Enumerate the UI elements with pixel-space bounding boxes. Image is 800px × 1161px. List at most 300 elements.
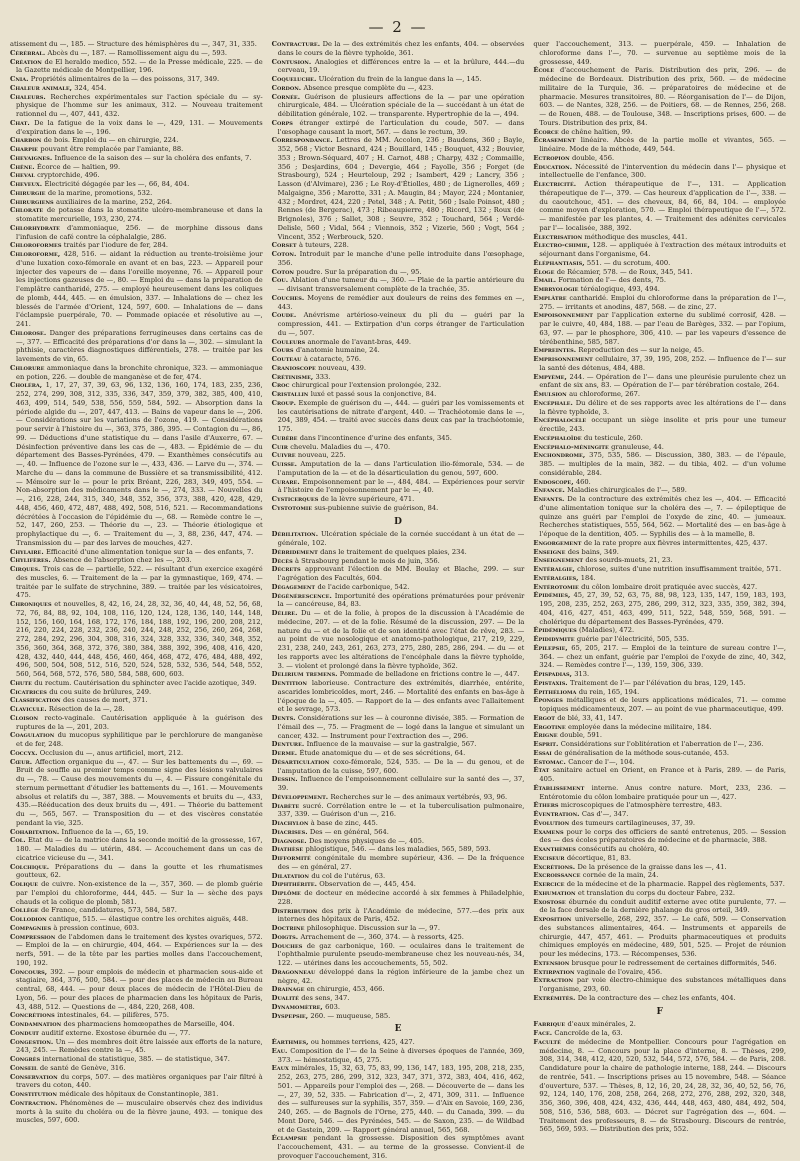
entry-headword: Eaux [271, 1064, 292, 1073]
index-entry [533, 163, 786, 181]
section-letter: D [394, 516, 402, 527]
entry-headword: Cuir [271, 442, 291, 451]
entry-headword: Excrétions. [533, 862, 578, 871]
index-entry [10, 880, 263, 906]
entry-headword: Estomac. [533, 757, 569, 766]
index-entry [533, 556, 786, 565]
entry-headword: Cœur. [10, 757, 36, 766]
entry-text: laborieuse. Contracture des extrémités, diarrhée, entérite, ascarides lombricoïdes, mort, 246. — Mortalité des enfants en bas-âge à l'époque de la —, 405. — Rapport de la — des enfants avec l'allaitement et le sevrage, 573. [277, 679, 525, 714]
entry-headword: Congestion. [10, 1037, 56, 1046]
index-entry [533, 626, 786, 635]
entry-headword: Chaleurs. [10, 92, 51, 101]
entry-headword: Enseignement [533, 556, 586, 565]
entry-text: employée dans la médecine militaire, 184. [568, 722, 712, 731]
entry-headword: Cuivre [271, 451, 298, 460]
entry-headword: Difformité [271, 854, 315, 862]
entry-text: Pommade de belladone en frictions contre le —, 447. [339, 670, 520, 679]
entry-headword: Épilepsie, [533, 643, 572, 652]
index-entry [533, 154, 786, 163]
section-letter: F [656, 1006, 663, 1017]
entry-headword: Collège [10, 906, 41, 915]
entry-headword: Éducation. [533, 162, 576, 171]
entry-text: 260. — muqueuse, 585. [310, 1011, 391, 1020]
entry-text: pendant la grossesse. Disposition des symptômes avant l'accouchement, 431. — au terme de la grossesse. Convient-il de provoquer l'accouchement, 316. [277, 1134, 525, 1160]
entry-headword: Encéphale. [533, 398, 576, 407]
index-entry [272, 58, 525, 76]
index-entry [533, 758, 786, 767]
entry-headword: Coagulation [10, 731, 58, 740]
entry-headword: Écrasement [533, 136, 581, 145]
entry-text: du col de l'utérus, 63. [311, 871, 386, 880]
index-entry [272, 311, 525, 337]
entry-headword: Enseigne [533, 547, 568, 556]
index-entry [533, 66, 786, 127]
index-entry [272, 889, 525, 907]
entry-text: décortique, 81, 83. [566, 853, 632, 862]
index-entry [533, 880, 786, 889]
index-entry [272, 802, 525, 820]
index-entry [533, 819, 786, 828]
index-entry [533, 591, 786, 626]
index-entry [272, 924, 525, 933]
entry-headword: Congrès [10, 1055, 43, 1063]
index-entry [272, 740, 525, 749]
entry-headword: Exhumation [533, 888, 578, 897]
index-entry [10, 548, 263, 557]
entry-text: Guérison de plusieurs affections de la — par une opération chirurgicale, 484. — Ulcération spéciale de la — succédant à un état de débilitation générale, 102. — transparente. Hypertrophie de la —, 494. [277, 92, 525, 118]
index-entry [272, 478, 525, 496]
index-entry [533, 810, 786, 819]
entry-headword: Établissement [533, 783, 592, 792]
entry-headword: Engorgement [533, 538, 584, 547]
index-entry [10, 1064, 263, 1073]
entry-headword: Doigts. [271, 932, 301, 941]
entry-headword: Empyème, [533, 372, 570, 381]
index-entry [10, 600, 263, 679]
entry-text: De la fatigue de la voix dans le —, 429, 131. — Mouvements d'expiration dans le —, 196. [16, 118, 263, 136]
entry-text: coxo-fémorale, 524, 535. — De la — du genou, et de l'amputation de la cuisse, 597, 600. [277, 757, 525, 775]
entry-headword: Encéphalocèle [533, 416, 592, 425]
entry-text: ou hommes terriens, 425, 427. [310, 1038, 415, 1046]
index-entry [272, 1064, 525, 1134]
index-entry [10, 933, 263, 968]
index-entry [272, 679, 525, 714]
entry-text: Absence presque complète du —, 423. [303, 83, 434, 92]
entry-text: développé dans la région inférieure de la jambe chez un nègre, 42. [277, 967, 525, 985]
entry-text: Influence de la mauvaise — sur la gastralgie, 567. [306, 740, 477, 749]
entry-text: De la contracture des extrémités chez les —, 404. — Efficacité d'une alimentation tonique sur la choléra des —, 7. — épileptique de quinze ans guéri par l'emploi de l'oxyde de zinc, 40. — jumeaux. Recherches statistiques, 555, 564, 562. — Mortalité des — en bas-âge à l'époque de la dentition, 405. — Syphilis des — à la mamelle, 8. [539, 495, 787, 538]
entry-text: du cou suite de brûlures, 249. [49, 687, 152, 696]
index-entry [533, 583, 786, 592]
entry-headword: Dualité [271, 994, 302, 1002]
entry-text: minérales, 15, 32, 63, 75, 83, 99, 136, 147, 183, 195, 208, 218, 235, 252, 263, 275, 286, 299, 312, 323, 347, 371, 372, 383, 404, 416, 462, 501. — Appareils pour l'emploi des —, 268. — Découverte de — dans les —, 27, 39, 52, 335. — Fabrication d'—, 2, 471, 309, 311. — Influence des — sulfureuses sur la syphilis, 357, 359. — d'Aix en Savoie, 169, 236, 240, 265. — de Bagnols de l'Orne, 275, 440. — du Canada, 399. — du Mont Dore, 546. — des Pyrénées, 545. — de Saxon, 235. — de Wildbad et de Gastein, 209. — Rapport général annuel, 565, 568. [277, 1064, 525, 1134]
index-entry [10, 688, 263, 697]
index-entry [272, 819, 525, 828]
entry-headword: Curare. [271, 477, 303, 486]
index-entry [272, 907, 525, 925]
entry-headword: Compagnies [10, 923, 54, 932]
index-entry [10, 915, 263, 924]
index-entry [533, 994, 786, 1003]
entry-text: Exemple de guérison du —, 444. — guéri par les vomissements et les cautérisations de nitrate d'argent, 440. — Trachéotomie dans le —, 204, 389, 454. — traité avec succès dans deux cas par la trachéotomie, 175. [277, 398, 525, 433]
entry-headword: Colique [10, 880, 42, 888]
entry-text: Cas d'—, 347. [581, 810, 629, 818]
entry-text: Influence de l'empoisonnement cellulaire sur la santé des —, 37, 39. [277, 775, 525, 792]
index-entry [533, 434, 786, 443]
entry-headword: École [533, 66, 561, 75]
index-entry [272, 837, 525, 846]
entry-headword: Dynamomètre, [271, 1002, 326, 1011]
entry-headword: Coccyx. [10, 748, 40, 757]
entry-text: de cuivre. Non-existence de la —, 357, 360. — de plomb guérie par l'emploi du chloroforme, 444, 445. — Sur la — sèche des pays chauds et la colique de plomb, 581. [16, 880, 263, 906]
entry-headword: Cordon. [271, 83, 304, 92]
index-entry [10, 154, 263, 163]
index-entry [533, 740, 786, 749]
entry-headword: Décrets [271, 565, 305, 574]
entry-headword: Couteau [271, 355, 304, 363]
entry-text: chevelu. Maladies du —, 470. [290, 442, 391, 451]
entry-text: vaginale de l'ovaire, 456. [576, 967, 663, 976]
index-entry [10, 84, 263, 93]
entry-headword: Cohabitation. [10, 827, 62, 836]
entry-text: 428, 516. — aidant la réduction au trente-troisième jour d'une luxation coxo-fémorale en avant et en bas, 223. — Appareil pour injecter des vapeurs de — dans l'oreille moyenne, 76. — Appareil pour les injections gazeuses de —, 80. — Emploi du — dans la préparation de l'emplâtre cantharidé, 275. — employé heureusement dans les coliques de plomb, 444, 445. — en émulsion, 337. — Inhalations de — chez les blessés de l'armée d'Orient, 124, 597, 600. — Inhalations de — dans l'éclampsie puerpérale, 70. — Pommade opiacée et résolutive au —, 241. [16, 250, 263, 328]
index-columns [10, 40, 787, 1160]
index-entry [272, 548, 525, 557]
entry-headword: Enchondrome, [533, 451, 590, 460]
entry-text: 244. — Opération de l'— dans une pleurésie purulente chez un enfant de six ans, 83. — Opération de l'— par térébration costale, 264. [539, 372, 786, 390]
entry-headword: Émail. [533, 276, 559, 285]
entry-text: (Maladies), 472. [579, 626, 635, 635]
entry-text: 45, 27, 39, 52, 63, 75, 88, 98, 123, 135, 147, 159, 183, 193, 195, 208, 235, 252, 263, 275, 286, 299, 312, 323, 335, 359, 382, 394, 404, 416, 427, 451, 463, 499, 511, 522, 548, 559, 568, 591. — cholérique du département des Basses-Pyrénées, 479. [539, 591, 787, 626]
index-entry [272, 250, 525, 268]
entry-text: des sens, 347. [301, 994, 350, 1002]
entry-headword: Classification [10, 696, 63, 705]
index-entry [533, 854, 786, 863]
index-entry [272, 294, 525, 312]
entry-text: Propriétés alimentaires de la — des poissons, 317, 349. [30, 75, 220, 83]
entry-text: 375, 535, 586. — Discussion, 380, 383. — de l'épaule, 385. — multiples de la main, 382. — du tibia, 402. — d'un volume considérable, 284. [539, 451, 787, 477]
entry-headword: Éléphantiasis, [533, 258, 587, 267]
entry-text: des prix à l'Académie de médecine, 577.—des prix aux internes des hôpitaux de Paris, 452. [277, 906, 525, 924]
index-entry [533, 311, 786, 346]
entry-text: 333. [315, 372, 331, 381]
entry-headword: Cirques. [10, 565, 43, 573]
index-entry [533, 1038, 786, 1134]
entry-headword: Faculté [533, 1037, 566, 1046]
index-entry [272, 749, 525, 758]
entry-text: Affection organique du —, 47. — Sur les battements du —, 69. — Bruit de souffle au premier temps comme signe des lésions valvulaires du —, 78. — Cause des mouvements du —, 4. — Fissure congénitale du sternum permettant d'étudier les battements du —, 161. — Mouvements absolus et relatifs du —, 387, 388. — Mouvements et bruits du —, 433, 435.—Rééducation des deux bruits du —, 491. — Théorie du battement du —, 565, 567. — Transposition du — et des viscères constatée pendant la vie, 325. [16, 757, 263, 827]
index-entry [272, 136, 525, 241]
index-entry [533, 180, 786, 233]
index-entry [10, 171, 263, 180]
entry-text: cantique, 515. — élastique contre les orchites aiguës, 448. [49, 915, 249, 923]
index-entry [533, 731, 786, 740]
entry-text: Du délire et de ses rapports avec les altérations de l'— dans la fièvre typhoïde, 3. [539, 398, 787, 416]
entry-text: téréalogique, 493, 494. [580, 285, 660, 293]
entry-text: 65, 205, 217. — Emploi de la teinture de sureau contre l'—, 364. — chez un enfant, guérie par l'emploi de l'oxyde de zinc, 40, 342, 324. — Remèdes contre l'—, 139, 159, 306, 339. [539, 643, 787, 670]
index-entry [10, 40, 263, 49]
entry-text: éburnée du conduit auditif externe avec otite purulente, 77. — de la face dorsale de la dernière phalange du gros orteil, 349. [539, 897, 787, 915]
entry-text: Cancer de l'—, 104. [568, 757, 635, 766]
entry-text: Formation de l'— des dents, 75. [558, 276, 666, 285]
entry-text: de Récamier, 578. — de Roux, 345, 541. [556, 267, 693, 276]
entry-text: poudre. Sur la préparation du —, 95. [296, 267, 422, 276]
entry-text: de santé de Genève, 316. [39, 1063, 126, 1072]
entry-headword: Émulsion [533, 390, 570, 398]
entry-headword: Éloge [533, 267, 557, 276]
index-entry [272, 40, 525, 58]
entry-text: anormale de l'avant-bras, 449. [307, 337, 411, 346]
entry-text: Abcès du —, 187. — Ramollissement aigu du —, 593. [47, 48, 227, 57]
entry-headword: Clavicule. [10, 705, 49, 713]
entry-text: Phénomènes de — musculaire observés chez des individus morts à la suite du choléra ou de la fièvre jaune, 493. — tonique des muscles, 597, 600. [16, 1098, 263, 1125]
index-entry [533, 40, 786, 66]
entry-headword: Évolution [533, 818, 572, 827]
entry-headword: Conservation [10, 1072, 61, 1081]
index-entry [272, 557, 525, 566]
index-entry [10, 1038, 263, 1056]
entry-text: cryptorchide, 496. [37, 171, 100, 180]
entry-text: Écorce de — haïtien, 99. [36, 162, 121, 171]
entry-text: double, 591. [559, 731, 603, 740]
entry-headword: Chylaire. [10, 547, 46, 556]
entry-text: recto-vaginale. Cautérisation appliquée à la guérison des ruptures de la —, 201, 203. [16, 713, 263, 731]
entry-text: d'ammoniaque, 256. — de morphine dissous dans l'infusion de café contre la céphalalgie, 286. [16, 223, 263, 241]
entry-headword: Contusion. [271, 57, 315, 66]
entry-text: double, 456. [572, 153, 615, 162]
entry-text: du corps, 507. — des matières organiques par l'air filtré à travers du coton, 440. [16, 1072, 263, 1090]
entry-headword: Charpie [10, 145, 41, 153]
index-entry [272, 609, 525, 670]
entry-text: auxiliaires de la marine, 252, 264. [56, 197, 173, 206]
index-entry [272, 880, 525, 889]
index-entry [533, 898, 786, 916]
entry-headword: Extrémités. [533, 993, 578, 1002]
index-entry [533, 268, 786, 277]
entry-text: de El heraldo medico, 552. — de la Presse médicale, 225. — de la Gazette médicale de Montpellier, 196. [16, 57, 263, 75]
entry-headword: Collodion [10, 915, 49, 923]
entry-text: 551. — du scrotum, 400. [586, 258, 671, 267]
index-entry [10, 731, 263, 749]
entry-headword: Chlorure [10, 363, 47, 372]
index-entry [10, 1099, 263, 1125]
entry-text: cantharidé. Emploi du chloroforme dans la préparation de l'—, 275. — irritants et anodins, 487, 568. — de zinc, 27. [539, 293, 787, 311]
entry-text: Recherches sur le — des animaux vertébrés, 93, 96. [330, 792, 508, 801]
index-entry [533, 276, 786, 285]
index-entry [10, 968, 263, 1012]
entry-headword: Corps [271, 118, 300, 127]
entry-text: à cataracte, 576. [303, 355, 362, 363]
index-entry [272, 443, 525, 452]
entry-headword: Enfance. [533, 486, 568, 495]
entry-headword: Électricité. [533, 180, 585, 188]
entry-headword: Contracture. [271, 40, 323, 48]
index-entry [533, 495, 786, 539]
entry-headword: Épididymite [533, 635, 577, 643]
entry-text: de bois. Emploi du — en chirurgie, 224. [43, 136, 179, 145]
entry-text: occupant un siège insolite et pris pour une tumeur érectile, 243. [539, 416, 787, 433]
entry-headword: Développement. [271, 792, 331, 801]
index-entry [272, 793, 525, 802]
entry-headword: Constitution [10, 1090, 60, 1098]
section-letter: E [394, 1024, 402, 1035]
index-entry [272, 1003, 525, 1012]
entry-headword: Diacrises. [271, 827, 310, 836]
entry-text: 460. [575, 477, 591, 486]
entry-text: Ulcération du frein de la langue dans la —, 145. [318, 75, 482, 83]
entry-headword: Coude. [271, 311, 304, 320]
entry-text: guérie par l'électricité, 505, 535. [576, 635, 689, 643]
index-entry [533, 915, 786, 959]
entry-text: de chêne haïtien, 99. [561, 127, 633, 136]
entry-text: Considérations sur les — à couronne divisée, 385. — Formation de l'émail des —, 75. — Fragment de — logé dans la langue et simulant un cancer, 432. — Instrument pour l'extraction des —, 296. [277, 714, 525, 740]
index-entry [272, 84, 525, 93]
index-entry [272, 460, 525, 478]
entry-headword: Essai [533, 748, 555, 757]
entry-headword: Dents. [271, 714, 298, 722]
entry-text: Des — en général, 564. [309, 827, 389, 836]
entry-text: consécutifs au choléra, 40. [578, 845, 670, 853]
entry-headword: Fabrique [533, 1020, 568, 1029]
index-entry [10, 49, 263, 58]
entry-headword: Cours [271, 346, 296, 355]
index-entry [10, 705, 263, 714]
entry-headword: Corset [271, 241, 299, 250]
index-entry [10, 136, 263, 145]
entry-headword: Éponges [533, 696, 567, 705]
entry-text: cornée de la main, 24. [582, 871, 659, 880]
entry-headword: Dégagement [271, 582, 318, 591]
index-entry [10, 714, 263, 732]
entry-headword: Coqueluche. [271, 75, 319, 83]
entry-headword: État [533, 766, 553, 775]
entry-headword: Exciseur [533, 853, 567, 862]
index-entry [10, 250, 263, 329]
entry-text: de docteur en médecine accordé à six femmes à Philadelphie, 228. [277, 889, 525, 906]
entry-text: méthodique des muscles, 441. [584, 232, 688, 241]
index-entry [10, 863, 263, 881]
entry-headword: Électrisation [533, 232, 585, 241]
entry-headword: Derme. [271, 749, 300, 757]
entry-text: du testicule, 260. [583, 433, 643, 442]
index-entry [533, 128, 786, 137]
entry-headword: Face. [533, 1029, 555, 1037]
entry-text: par voie électro-chimique des substances métalliques dans l'organisme, 293, 60. [539, 976, 787, 993]
entry-text: Ablation d'une tumeur du —, 360. — Plaie de la partie antérieure du — divisant transversalement complète de la trachée, 35. [277, 276, 525, 293]
index-entry [533, 574, 786, 583]
entry-text: Trois cas de — partielle, 522. — résultant d'un exercice exagéré des muscles, 6. — Traitement de la — par la gymnastique, 169, 474. — traitée par le sulfate de strychnine, 389. — traitée par les vésicatoires, 475. [16, 565, 263, 600]
entry-headword: Cranioscope [271, 363, 319, 372]
index-entry [272, 399, 525, 434]
entry-text: phlogistique, 546. — dans les maladies, 565, 589, 593. [305, 845, 491, 854]
index-entry [272, 451, 525, 460]
entry-headword: Correspondance. [271, 136, 337, 145]
index-entry [10, 749, 263, 758]
entry-headword: Douches [271, 941, 307, 950]
index-entry [533, 863, 786, 872]
entry-headword: Emplâtre [533, 293, 570, 302]
entry-text: Résection de la —, 28. [48, 705, 125, 713]
entry-headword: Concours, [10, 967, 51, 976]
entry-text: de généralisation de la méthode sous-cutanée, 453. [554, 748, 729, 757]
entry-headword: Dessin. [271, 775, 301, 784]
entry-text: Arrachement de —, 360, 374. — à ressorts, 425. [300, 932, 464, 941]
entry-headword: Épithélioma [533, 687, 579, 696]
index-entry [533, 976, 786, 994]
entry-text: atissement du —, 185. — Structure des hémisphères du —, 347, 31, 335. [10, 40, 257, 48]
index-entry [272, 119, 525, 137]
entry-headword: Ergotine [533, 722, 568, 731]
index-entry [272, 994, 525, 1003]
entry-text: 184. [580, 573, 596, 582]
entry-text: d'anatomie humaine, 24. [295, 346, 380, 355]
entry-text: pour le corps des officiers de santé entretenus, 205. — Session des — des écoles préparatoires de médecine et de pharmacie, 388. [539, 827, 787, 845]
index-entry [272, 338, 525, 347]
entry-headword: Cheval [10, 171, 38, 180]
entry-headword: Cubèbe [271, 433, 300, 442]
entry-headword: Couches. [271, 293, 308, 302]
index-entry [533, 801, 786, 810]
index-entry [10, 924, 263, 933]
index-entry [272, 670, 525, 679]
index-entry [272, 985, 525, 994]
entry-text: sanitaire actuel en Orient, en France et à Paris, 289. — de Paris, 405. [539, 766, 787, 783]
entry-headword: Électro-chimie, [533, 241, 593, 250]
entry-headword: Cystotomie [271, 503, 315, 512]
index-entry [10, 696, 263, 705]
entry-headword: Delirium tremens. [271, 670, 340, 679]
entry-headword: Doctrine [271, 924, 307, 932]
entry-headword: Cicatrices [10, 687, 50, 696]
index-column-left [10, 40, 263, 1150]
index-entry [533, 478, 786, 487]
entry-headword: Entéralgies, [533, 573, 581, 582]
entry-text: du rectum. Cautérisation du sphincter avec l'acide azotique, 349. [34, 678, 257, 687]
entry-text: à pression continue, 603. [53, 923, 140, 932]
index-entry [272, 872, 525, 881]
entry-text: dans l'incontinence d'urine des enfants, 345. [299, 433, 452, 442]
entry-headword: Couleurs [271, 337, 308, 346]
entry-headword: Empoisonnement [533, 311, 597, 320]
entry-text: de la lèvre supérieure, 471. [320, 495, 415, 503]
index-entry [10, 206, 263, 224]
entry-text: Etat du — de la matrice dans la seconde moitié de la grossesse, 167, 180. — Maladies du — utérin, 484. — Accouchement dans un cas de cicatrice vicieuse du —, 341. [16, 836, 263, 862]
entry-text: Action thérapeutique de l'—, 131. — Application thérapeutique de l'—, 379. — Cas heureux d'application de l'—, 338. — du caoutchouc, 451. — des cheveux, 84, 66, 84, 104. — employée comme moyen d'exploration, 570. — Emploi thérapeutique de l'—, 572. — manifestée par les plantes, 4. — Traitement des adénites cervicales par l'— localisée, 388, 392. [539, 180, 787, 232]
index-entry [272, 530, 525, 548]
index-entry [10, 828, 263, 837]
entry-text: des sourds-muets, 21, 23. [585, 556, 673, 565]
index-entry [533, 373, 786, 391]
entry-headword: Dilatation [271, 871, 312, 880]
entry-text: cellulaire, 37, 39, 195, 208, 252. — Influence de l'— sur la santé des détenus, 484, 488. [539, 355, 786, 372]
entry-text: d'accouchement de Paris. Distribution des prix, 296. — de médecine de Bordeaux. Distribution des prix, 560. — de médecine militaire de la Turquie, 36. — préparatoires de médecine et de pharmacie. Mesures transitoires, 80. — Réorganisation de l'— de Dijon, 603. — de Nantes, 328, 256. — de Poitiers, 68. — de Rennes, 256, 268. — de Rouen, 488. — de Toulouse, 348. — Inscriptions prises, 600. — de Tours. Distribution des prix, 84. [539, 66, 787, 127]
index-entry [272, 355, 525, 364]
index-entry [10, 565, 263, 600]
entry-text: nouveau, 439. [318, 363, 366, 372]
index-entry [533, 696, 786, 714]
index-entry [10, 1090, 263, 1099]
index-entry [272, 1047, 525, 1065]
entry-text: du côlon lombaire droit pratiquée avec succès, 427. [581, 582, 758, 591]
entry-headword: Colchique. [10, 862, 55, 871]
index-entry [10, 180, 263, 189]
entry-headword: Décès [271, 556, 296, 565]
index-entry [533, 355, 786, 373]
entry-text: brusque pour le redressement de certaines difformités, 546. [571, 958, 777, 967]
entry-headword: Encéphalo-méningite [533, 442, 612, 451]
index-entry [533, 136, 786, 154]
index-entry [272, 565, 525, 583]
